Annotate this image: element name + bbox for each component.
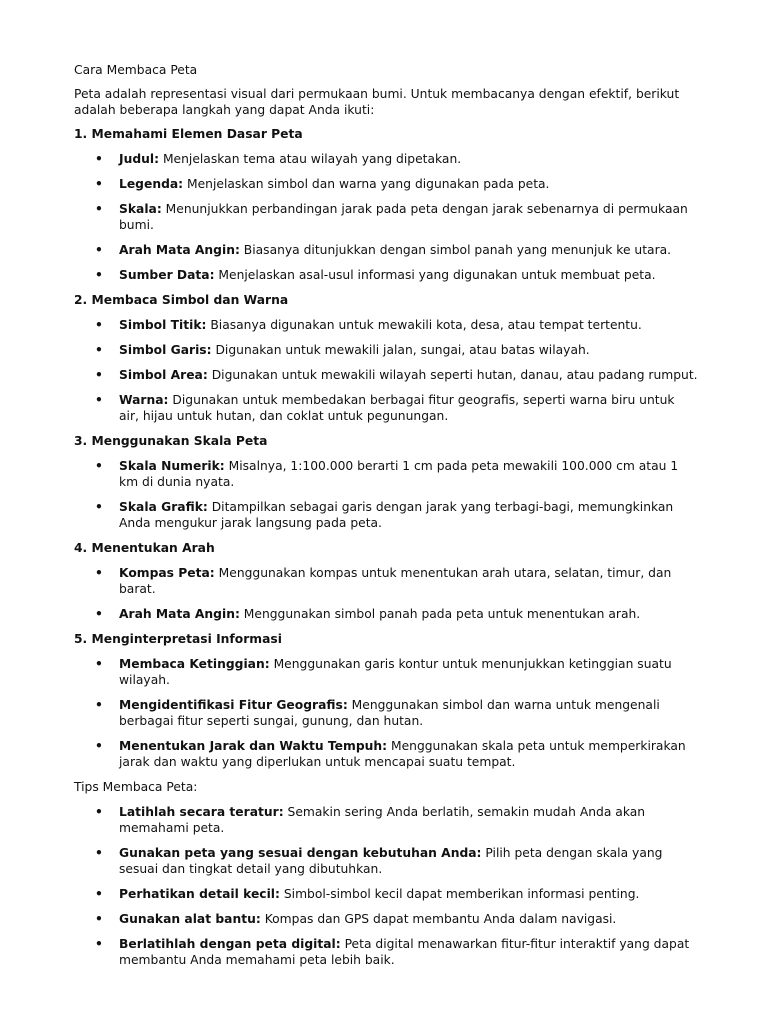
bullet-icon: • [95,343,103,357]
item-term: Simbol Area: [119,368,208,382]
item-description: Menggunakan simbol dan warna untuk mengenali berbagai fitur seperti sungai, gunung, dan hutan. [119,698,660,728]
item-term: Menentukan Jarak dan Waktu Tempuh: [119,739,388,753]
list-item-mengidentifikasi-fitur-geografis [74,697,698,729]
item-description: Menggunakan skala peta untuk memperkirakan jarak dan waktu yang diperlukan untuk mencapai suatu tempat. [119,739,686,769]
section-3-heading: 3. Menggunakan Skala Peta [74,434,268,448]
list-item-judul [74,151,698,167]
section-3-list [74,458,698,531]
section-2 [74,292,698,424]
bullet-icon: • [95,393,103,407]
section-1-list [74,151,698,283]
item-term: Skala: [119,202,162,216]
list-item-legenda [74,176,698,192]
item-description: Kompas dan GPS dapat membantu Anda dalam navigasi. [260,912,617,926]
item-term: Latihlah secara teratur: [119,805,284,819]
item-description: Semakin sering Anda berlatih, semakin mudah Anda akan memahami peta. [119,805,646,835]
item-term: Membaca Ketinggian: [119,657,270,671]
list-item-berlatihlah-dengan-peta-digital [74,936,698,968]
bullet-icon: • [95,887,103,901]
bullet-icon: • [95,243,103,257]
item-description: Ditampilkan sebagai garis dengan jarak yang terbagi-bagi, memungkinkan Anda mengukur jarak langsung pada peta. [119,500,674,530]
section-4 [74,540,698,622]
item-description: Digunakan untuk membedakan berbagai fitur geografis, seperti warna biru untuk air, hijau untuk hutan, dan coklat untuk pegunungan. [119,393,675,423]
list-item-membaca-ketinggian [74,656,698,688]
section-2-heading: 2. Membaca Simbol dan Warna [74,293,289,307]
bullet-icon: • [95,805,103,819]
list-item-simbol-titik [74,317,698,333]
bullet-icon: • [95,937,103,951]
item-term: Berlatihlah dengan peta digital: [119,937,341,951]
list-item-perhatikan-detail-kecil [74,886,698,902]
item-term: Arah Mata Angin: [119,243,240,257]
item-term: Warna: [119,393,169,407]
item-term: Legenda: [119,177,184,191]
bullet-icon: • [95,846,103,860]
item-term: Sumber Data: [119,268,215,282]
bullet-icon: • [95,318,103,332]
item-description: Menggunakan simbol panah pada peta untuk menentukan arah. [239,607,641,621]
item-description: Menunjukkan perbandingan jarak pada peta dengan jarak sebenarnya di permukaan bumi. [119,202,688,232]
bullet-icon: • [95,177,103,191]
document-title: Cara Membaca Peta [74,63,198,77]
intro-paragraph: Peta adalah representasi visual dari permukaan bumi. Untuk membacanya dengan efektif, berikut adalah beberapa langkah yang dapat Anda ikuti: [74,87,680,117]
list-item-simbol-garis [74,342,698,358]
tips-heading: Tips Membaca Peta: [74,780,198,794]
item-term: Simbol Garis: [119,343,212,357]
list-item-menentukan-jarak-dan-waktu-tempuh [74,738,698,770]
list-item-skala-grafik [74,499,698,531]
section-5-heading: 5. Menginterpretasi Informasi [74,632,282,646]
list-item-arah-mata-angin [74,242,698,258]
bullet-icon: • [95,657,103,671]
bullet-icon: • [95,500,103,514]
list-item-simbol-area [74,367,698,383]
section-4-list [74,565,698,622]
section-1-heading: 1. Memahami Elemen Dasar Peta [74,127,303,141]
item-description: Digunakan untuk mewakili wilayah seperti hutan, danau, atau padang rumput. [207,368,698,382]
item-description: Simbol-simbol kecil dapat memberikan informasi penting. [279,887,640,901]
item-description: Misalnya, 1:100.000 berarti 1 cm pada peta mewakili 100.000 cm atau 1 km di dunia nyata. [119,459,679,489]
item-description: Menggunakan garis kontur untuk menunjukkan ketinggian suatu wilayah. [119,657,672,687]
list-item-gunakan-peta-yang-sesuai-dengan-kebutuhan-anda [74,845,698,877]
item-term: Perhatikan detail kecil: [119,887,280,901]
section-5-list [74,656,698,770]
item-term: Arah Mata Angin: [119,607,240,621]
list-item-warna [74,392,698,424]
item-description: Menjelaskan simbol dan warna yang digunakan pada peta. [183,177,550,191]
section-5 [74,631,698,770]
list-item-sumber-data [74,267,698,283]
bullet-icon: • [95,459,103,473]
list-item-skala [74,201,698,233]
item-description: Peta digital menawarkan fitur-fitur interaktif yang dapat membantu Anda memahami peta lebih baik. [119,937,690,967]
list-item-latihlah-secara-teratur [74,804,698,836]
bullet-icon: • [95,152,103,166]
sections-container [74,126,698,770]
list-item-kompas-peta [74,565,698,597]
list-item-skala-numerik [74,458,698,490]
item-term: Skala Grafik: [119,500,208,514]
list-item-gunakan-alat-bantu [74,911,698,927]
item-description: Menjelaskan tema atau wilayah yang dipetakan. [159,152,462,166]
item-term: Judul: [119,152,160,166]
item-description: Biasanya ditunjukkan dengan simbol panah yang menunjuk ke utara. [239,243,672,257]
bullet-icon: • [95,202,103,216]
bullet-icon: • [95,268,103,282]
item-term: Skala Numerik: [119,459,225,473]
bullet-icon: • [95,368,103,382]
item-term: Gunakan alat bantu: [119,912,261,926]
item-term: Mengidentifikasi Fitur Geografis: [119,698,348,712]
section-3 [74,433,698,531]
item-description: Menjelaskan asal-usul informasi yang digunakan untuk membuat peta. [214,268,656,282]
item-term: Kompas Peta: [119,566,215,580]
tips-list [74,804,698,968]
bullet-icon: • [95,607,103,621]
item-description: Digunakan untuk mewakili jalan, sungai, atau batas wilayah. [211,343,590,357]
item-description: Biasanya digunakan untuk mewakili kota, desa, atau tempat tertentu. [206,318,642,332]
bullet-icon: • [95,698,103,712]
section-4-heading: 4. Menentukan Arah [74,541,215,555]
section-1 [74,126,698,283]
bullet-icon: • [95,739,103,753]
section-2-list [74,317,698,424]
bullet-icon: • [95,566,103,580]
list-item-arah-mata-angin [74,606,698,622]
item-term: Simbol Titik: [119,318,207,332]
bullet-icon: • [95,912,103,926]
item-description: Pilih peta dengan skala yang sesuai dan tingkat detail yang dibutuhkan. [119,846,663,876]
tips-section [74,779,698,968]
item-term: Gunakan peta yang sesuai dengan kebutuhan Anda: [119,846,482,860]
item-description: Menggunakan kompas untuk menentukan arah utara, selatan, timur, dan barat. [119,566,672,596]
